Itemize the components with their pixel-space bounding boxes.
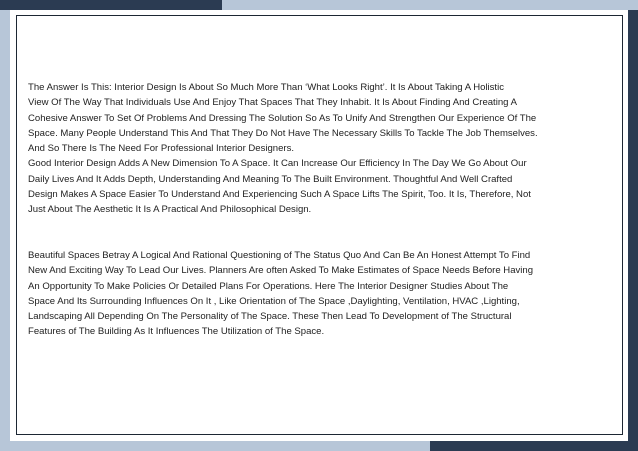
frame-bar-right-dark bbox=[628, 10, 638, 451]
text-line: Beautiful Spaces Betray A Logical And Rational Questioning of The Status Quo And Can Be An Honest Attempt To Find bbox=[28, 250, 531, 261]
paragraph-interior-design-answer bbox=[28, 80, 618, 218]
text-line: View Of The Way That Individuals Use And Enjoy That Spaces That They Inhabit. It Is About Finding And Creating A bbox=[28, 97, 517, 109]
text-line: Space And Its Surrounding Influences On It , Like Orientation of The Space ,Daylighting, Ventilation, HVAC ,Lighting, bbox=[28, 295, 520, 307]
text-line: And So There Is The Need For Professional Interior Designers. bbox=[28, 143, 295, 155]
text-line: An Opportunity To Make Policies Or Detailed Plans For Operations. Here The Interior Designer Studies About The bbox=[28, 280, 509, 292]
paragraph-beautiful-spaces bbox=[28, 248, 618, 340]
text-line: Space. Many People Understand This And That They Do Not Have The Necessary Skills To Tackle The Job Themselves. bbox=[28, 127, 538, 139]
frame-bar-bottom-light bbox=[10, 441, 430, 451]
text-line: New And Exciting Way To Lead Our Lives. Planners Are often Asked To Make Estimates of Space Needs Before Having bbox=[28, 265, 534, 277]
frame-bar-left-light bbox=[0, 10, 10, 451]
frame-bar-top-dark bbox=[0, 0, 222, 10]
text-line: Just About The Aesthetic It Is A Practical And Philosophical Design. bbox=[28, 204, 312, 216]
text-line: Cohesive Answer To Set Of Problems And Dressing The Solution So As To Unify And Strengthen Our Experience Of The bbox=[28, 112, 537, 124]
text-line: Daily Lives And It Adds Depth, Understanding And Meaning To The Built Environment. Thoughtful And Well Crafted bbox=[28, 173, 513, 185]
text-line: Features of The Building As It Influences The Utilization of The Space. bbox=[28, 326, 325, 338]
text-line: Landscaping All Depending On The Personality of The Space. These Then Lead To Development of The Structural bbox=[28, 311, 512, 323]
document-card bbox=[16, 15, 623, 435]
frame-bar-top-light bbox=[222, 0, 638, 10]
text-line: Good Interior Design Adds A New Dimension To A Space. It Can Increase Our Efficiency In The Day We Go About Our bbox=[28, 158, 527, 170]
frame-bar-bottom-dark bbox=[430, 441, 638, 451]
text-line: Design Makes A Space Easier To Understand And Experiencing Such A Space Lifts The Spirit, Too. It Is, Therefore, Not bbox=[28, 189, 531, 201]
text-line: The Answer Is This: Interior Design Is About So Much More Than ‘What Looks Right’. It Is About Taking A Holistic bbox=[28, 82, 504, 93]
